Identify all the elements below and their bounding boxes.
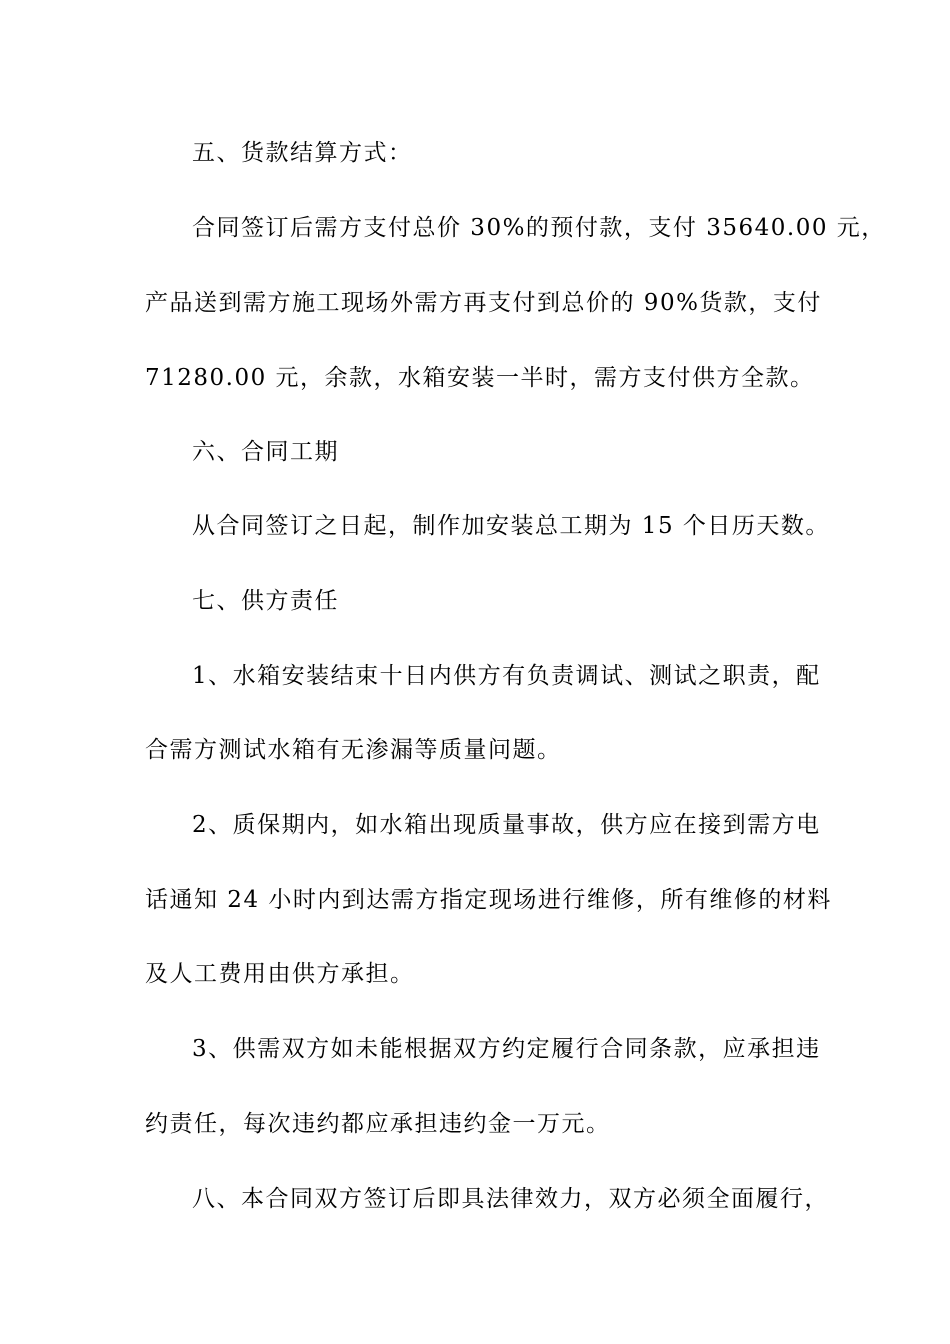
section-heading-supplier-duties: 七、供方责任 — [192, 588, 339, 614]
paragraph-line: 合同签订后需方支付总价 30%的预付款，支付 35640.00 元， — [192, 215, 886, 241]
paragraph-line: 3、供需双方如未能根据双方约定履行合同条款，应承担违 — [192, 1036, 821, 1062]
paragraph-line: 2、质保期内，如水箱出现质量事故，供方应在接到需方电 — [192, 812, 821, 838]
paragraph-line: 1、水箱安装结束十日内供方有负责调试、测试之职责，配 — [192, 663, 821, 689]
paragraph-line: 合需方测试水箱有无渗漏等质量问题。 — [145, 737, 562, 763]
paragraph-line: 约责任，每次违约都应承担违约金一万元。 — [145, 1111, 611, 1137]
paragraph-line: 从合同签订之日起，制作加安装总工期为 15 个日历天数。 — [192, 513, 830, 539]
paragraph-line: 话通知 24 小时内到达需方指定现场进行维修，所有维修的材料 — [145, 887, 832, 913]
section-heading-payment: 五、货款结算方式： — [192, 140, 413, 166]
paragraph-line: 及人工费用由供方承担。 — [145, 961, 415, 987]
section-heading-duration: 六、合同工期 — [192, 439, 339, 465]
paragraph-line: 71280.00 元，余款，水箱安装一半时，需方支付供方全款。 — [145, 365, 815, 391]
paragraph-line: 产品送到需方施工现场外需方再支付到总价的 90%货款，支付 — [145, 290, 822, 316]
section-heading-effectiveness: 八、本合同双方签订后即具法律效力，双方必须全面履行， — [192, 1186, 829, 1212]
